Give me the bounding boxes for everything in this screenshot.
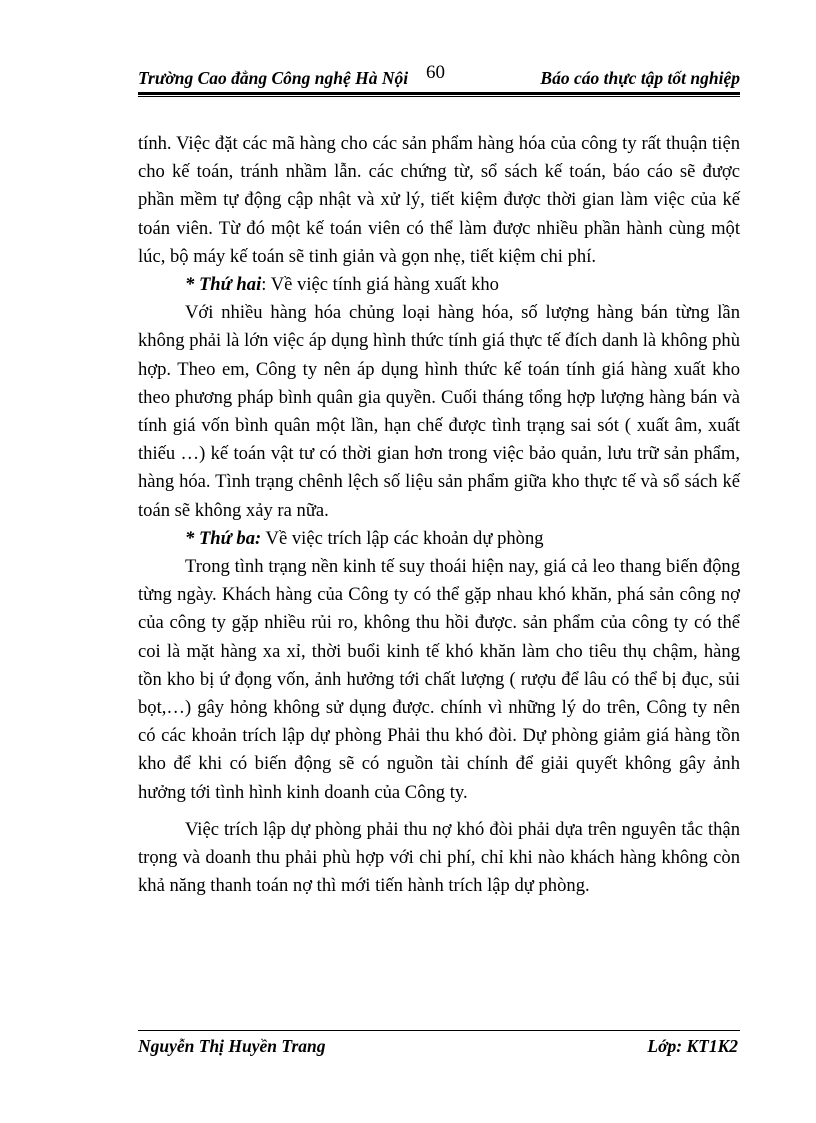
section-heading-second (138, 271, 740, 299)
school-name: Trường Cao đẳng Công nghệ Hà Nội (138, 68, 409, 88)
page-number: 60 (426, 62, 445, 83)
section-label-second: * Thứ hai (185, 274, 262, 296)
section-heading-third (138, 525, 740, 553)
header-divider-thin (138, 96, 740, 97)
paragraph-intro: tính. Việc đặt các mã hàng cho các sản phẩm hàng hóa của công ty rất thuận tiện cho kế toán, tránh nhầm lẫn. các chứng từ, sổ sách kế toán, báo cáo sẽ được phần mềm tự động cập nhật và xử lý, tiết kiệm được thời gian làm việc của kế toán viên. Từ đó một kế toán viên có thể làm được nhiều phần hành cùng một lúc, bộ máy kế toán sẽ tinh giản và gọn nhẹ, tiết kiệm chi phí. (138, 133, 740, 267)
section-title-third: Về việc trích lập các khoản dự phòng (261, 527, 544, 549)
paragraph-provisions: Trong tình trạng nền kinh tế suy thoái hiện nay, giá cả leo thang biến động từng ngày. Khách hàng của Công ty có thể gặp nhau khó khăn, phá sản công nợ của công ty gặp nhiều rủi ro, không thu hồi được. sản phẩm của công ty có thể coi là mặt hàng xa xỉ, thời buổi kinh tế khó khăn làm cho tiêu thụ chậm, hàng tồn kho bị ứ đọng vốn, ảnh hưởng tới chất lượng ( rượu để lâu có thể bị đục, sủi bọt,…) gây hỏng không sử dụng được. chính vì những lý do trên, Công ty nên có các khoản trích lập dự phòng Phải thu khó đòi. Dự phòng giảm giá hàng tồn kho để khi có biến động sẽ có nguồn tài chính để giải quyết không gây ảnh hưởng tới tình hình kinh doanh của Công ty. (138, 556, 740, 803)
section-label-third: * Thứ ba: (185, 527, 262, 549)
class-label: Lớp: KT1K2 (647, 1036, 738, 1056)
footer-divider (138, 1030, 740, 1031)
section-title-second: : Về việc tính giá hàng xuất kho (261, 274, 499, 296)
document-body (138, 130, 740, 900)
header-divider-thick (138, 92, 740, 95)
paragraph-bad-debt: Việc trích lập dự phòng phải thu nợ khó đòi phải dựa trên nguyên tắc thận trọng và doanh thu phải phù hợp với chi phí, chỉ khi nào khách hàng không còn khả năng thanh toán nợ thì mới tiến hành trích lập dự phòng. (138, 818, 740, 897)
report-title: Báo cáo thực tập tốt nghiệp (540, 68, 740, 88)
page-header (138, 62, 740, 92)
author-name: Nguyễn Thị Huyền Trang (138, 1036, 326, 1056)
paragraph-pricing: Với nhiều hàng hóa chủng loại hàng hóa, số lượng hàng bán từng lần không phải là lớn việc áp dụng hình thức tính giá thực tế đích danh là không phù hợp. Theo em, Công ty nên áp dụng hình thức kế toán tính giá hàng xuất kho theo phương pháp bình quân gia quyền. Cuối tháng tổng hợp lượng hàng bán và tính giá vốn bình quân một lần, hạn chế được tình trạng sai sót ( xuất âm, xuất thiếu …) kế toán vật tư có thời gian hơn trong việc bảo quản, lưu trữ sản phẩm, hàng hóa. Tình trạng chênh lệch số liệu sản phẩm giữa kho thực tế và sổ sách kế toán sẽ không xảy ra nữa. (138, 302, 740, 521)
